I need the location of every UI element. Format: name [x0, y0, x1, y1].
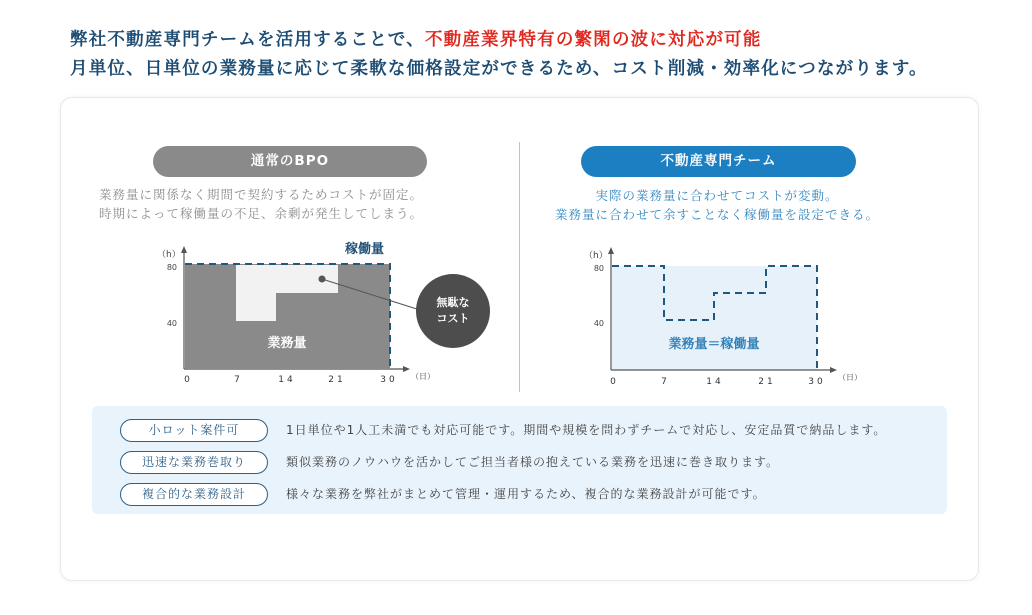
team-equal-label: 業務量＝稼働量 — [668, 337, 760, 352]
team-y-tick: 40 — [593, 319, 604, 328]
headline-highlight: 不動産業界特有の繁閑の波に対応が可能 — [424, 30, 762, 50]
bpo-desc-line-2: 時期によって稼働量の不足、余剰が発生してしまう。 — [99, 206, 424, 221]
team-x-tick: 14 — [706, 377, 724, 387]
bpo-x-tick: 14 — [278, 375, 296, 385]
feature-tag: 小ロット案件可 — [120, 419, 268, 442]
team-y-arrow — [608, 247, 614, 254]
bpo-x-unit: （日） — [411, 372, 435, 381]
team-x-tick: 21 — [758, 377, 776, 387]
bpo-desc-line-1: 業務量に関係なく期間で契約するためコストが固定。 — [99, 187, 424, 202]
team-desc-line-2: 業務量に合わせて余すことなく稼働量を設定できる。 — [554, 207, 879, 222]
bpo-label-pill: 通常のBPO — [153, 146, 427, 177]
bpo-workload-label: 業務量 — [267, 336, 307, 351]
headline-prefix: 弊社不動産専門チームを活用することで、 — [70, 30, 425, 50]
feature-text: 様々な業務を弊社がまとめて管理・運用するため、複合的な業務設計が可能です。 — [286, 487, 766, 501]
waste-cost-line-2: コスト — [436, 312, 470, 325]
team-x-arrow — [830, 367, 837, 373]
team-desc-line-1: 実際の業務量に合わせてコストが変動。 — [595, 188, 839, 203]
team-x-unit: （日） — [838, 373, 862, 382]
feature-tag: 複合的な業務設計 — [120, 483, 268, 506]
bpo-capacity-label: 稼働量 — [345, 242, 385, 257]
team-x-tick: 0 — [610, 377, 616, 387]
bpo-x-tick: 30 — [380, 375, 398, 385]
headline-line-2: 月単位、日単位の業務量に応じて柔軟な価格設定ができるため、コスト削減・効率化につながります。 — [70, 59, 928, 79]
feature-tag: 迅速な業務巻取り — [120, 451, 268, 474]
bpo-x-tick: 21 — [328, 375, 346, 385]
bpo-x-tick: 7 — [234, 375, 240, 385]
feature-text: 類似業務のノウハウを活かしてご担当者様の抱えている業務を迅速に巻き取ります。 — [286, 455, 780, 469]
bpo-y-unit: （h） — [157, 250, 181, 260]
team-y-tick: 80 — [593, 264, 604, 273]
team-x-tick: 30 — [808, 377, 826, 387]
bpo-y-tick: 80 — [166, 263, 177, 272]
team-x-tick: 7 — [661, 377, 667, 387]
bpo-y-tick: 40 — [166, 319, 177, 328]
feature-text: 1日単位や1人工未満でも対応可能です。期間や規模を問わずチームで対応し、安定品質で納品します。 — [286, 423, 887, 437]
bpo-x-tick: 0 — [184, 375, 190, 385]
team-y-unit: （h） — [584, 251, 608, 261]
waste-cost-line-1: 無駄な — [436, 296, 470, 309]
team-label-pill: 不動産専門チーム — [581, 146, 856, 177]
